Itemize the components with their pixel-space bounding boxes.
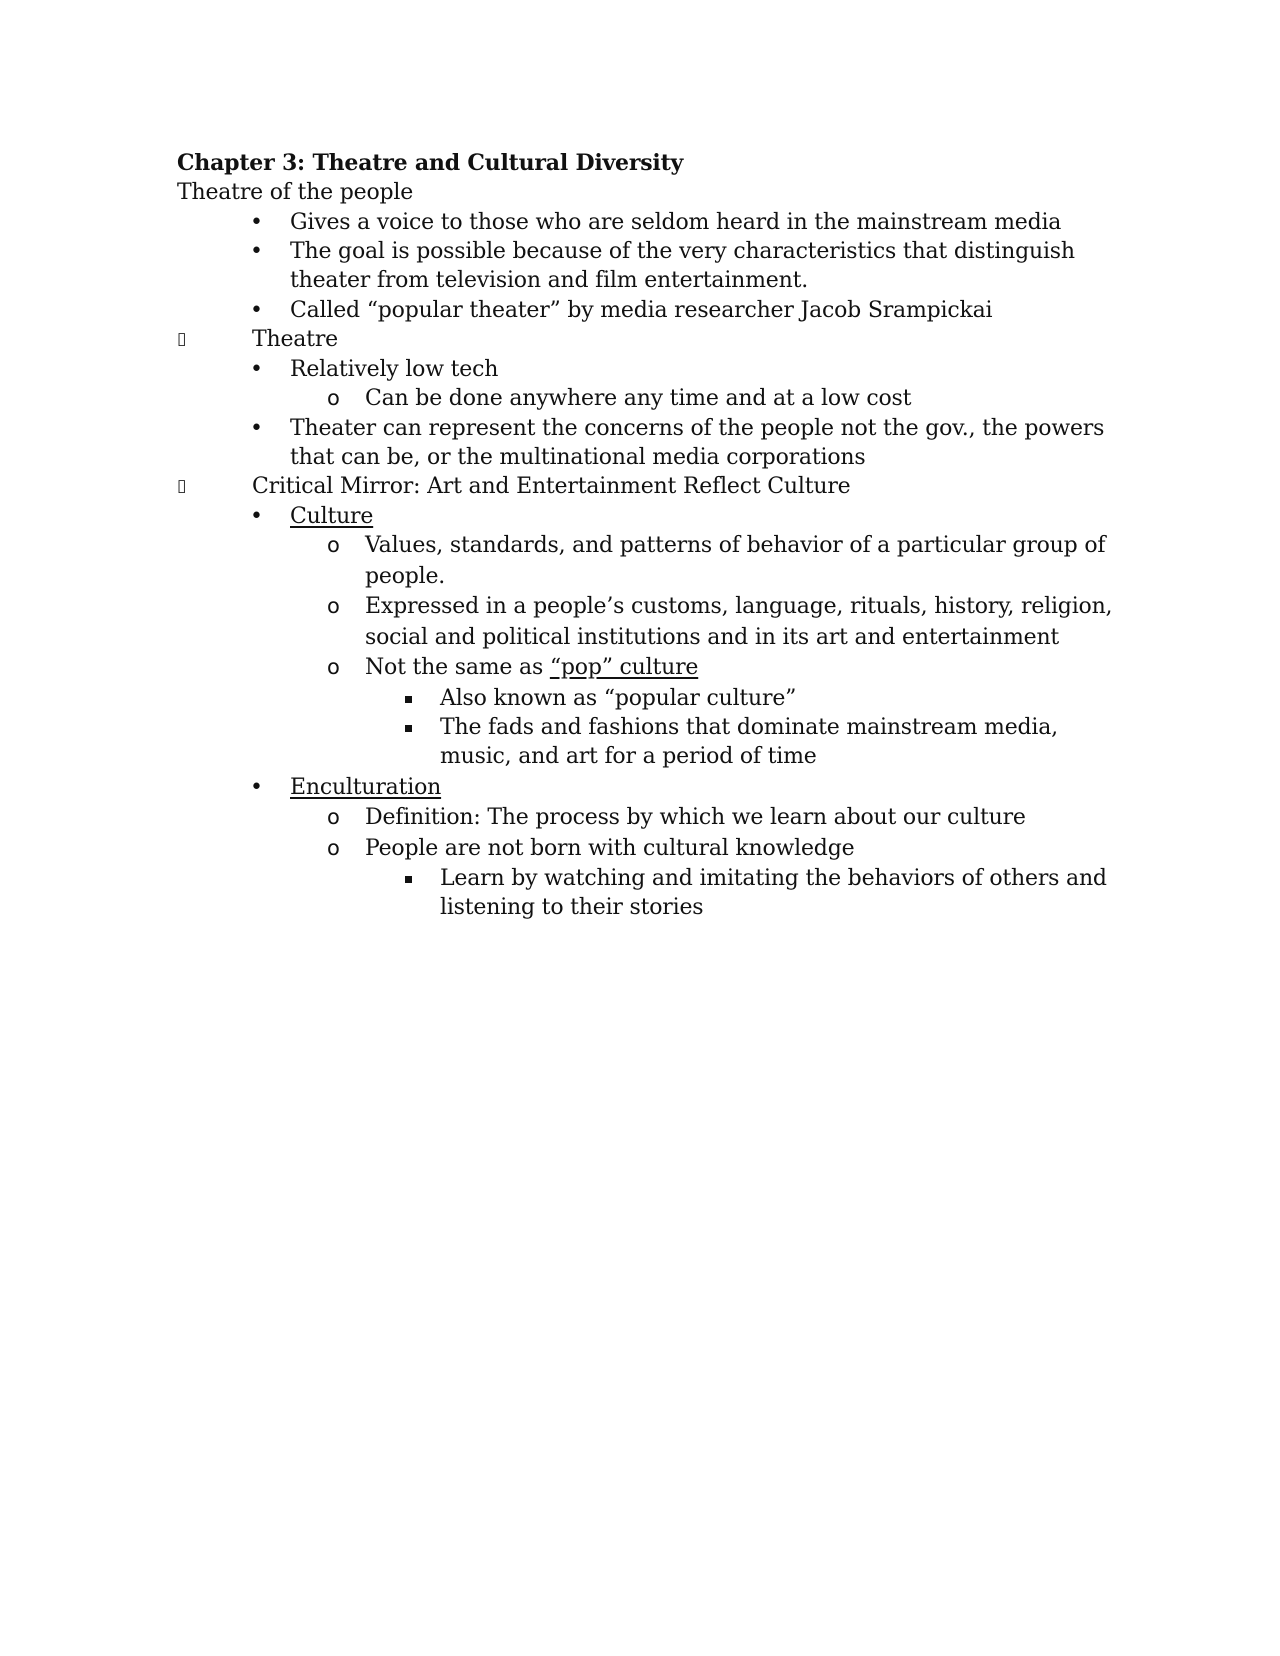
section-heading-critical-mirror: Critical Mirror: Art and Entertainment Reflect Culture [252,474,851,499]
sub-list-item: Expressed in a people’s customs, language, rituals, history, religion, [365,594,1113,619]
sub-list-item: Definition: The process by which we learn about our culture [365,805,1026,830]
sub-list-item: Can be done anywhere any time and at a low cost [365,386,912,411]
list-item: Called “popular theater” by media researcher Jacob Srampickai [290,298,993,323]
sub-sub-list-item: The fads and fashions that dominate mainstream media, [440,715,1058,740]
sub-list-item-continuation: social and political institutions and in its art and entertainment [365,625,1060,650]
list-item-continuation: theater from television and film entertainment. [290,268,809,293]
bullet-dot: • [250,210,263,235]
bullet-circle: o [327,655,340,679]
sub-sub-list-item-continuation: listening to their stories [440,895,704,920]
section-heading-theatre: Theatre [252,327,338,352]
term-pop-culture: “pop” culture [549,655,699,680]
sub-list-item-prefix: Not the same as [365,655,550,680]
list-item: Gives a voice to those who are seldom heard in the mainstream media [290,210,1062,235]
sub-sub-list-item: Learn by watching and imitating the behaviors of others and [440,866,1107,891]
sub-list-item [365,653,698,682]
bullet-circle: o [327,836,340,860]
bullet-dot: • [250,416,263,441]
bullet-dot: • [250,298,263,323]
sub-list-item: Values, standards, and patterns of behavior of a particular group of [365,533,1106,558]
page-title: Chapter 3: Theatre and Cultural Diversity [177,150,684,176]
sub-sub-list-item-continuation: music, and art for a period of time [440,744,817,769]
missing-glyph-icon: ▯ [177,476,187,496]
bullet-circle: o [327,386,340,410]
bullet-square [405,696,412,703]
sub-list-item: People are not born with cultural knowledge [365,836,855,861]
bullet-dot: • [250,239,263,264]
term-enculturation: Enculturation [290,775,442,800]
bullet-square [405,876,412,883]
bullet-circle: o [327,805,340,829]
bullet-dot: • [250,504,263,529]
bullet-dot: • [250,775,263,800]
term-culture: Culture [290,504,374,529]
list-item-continuation: that can be, or the multinational media corporations [290,445,866,470]
section-heading-theatre-of-the-people: Theatre of the people [177,180,414,205]
list-item: Theater can represent the concerns of the people not the gov., the powers [290,416,1105,441]
list-item: The goal is possible because of the very characteristics that distinguish [290,239,1075,264]
sub-sub-list-item: Also known as “popular culture” [440,686,797,711]
bullet-square [405,725,412,732]
bullet-circle: o [327,594,340,618]
list-item: Relatively low tech [290,357,499,382]
missing-glyph-icon: ▯ [177,329,187,349]
bullet-dot: • [250,357,263,382]
bullet-circle: o [327,533,340,557]
sub-list-item-continuation: people. [365,564,446,589]
